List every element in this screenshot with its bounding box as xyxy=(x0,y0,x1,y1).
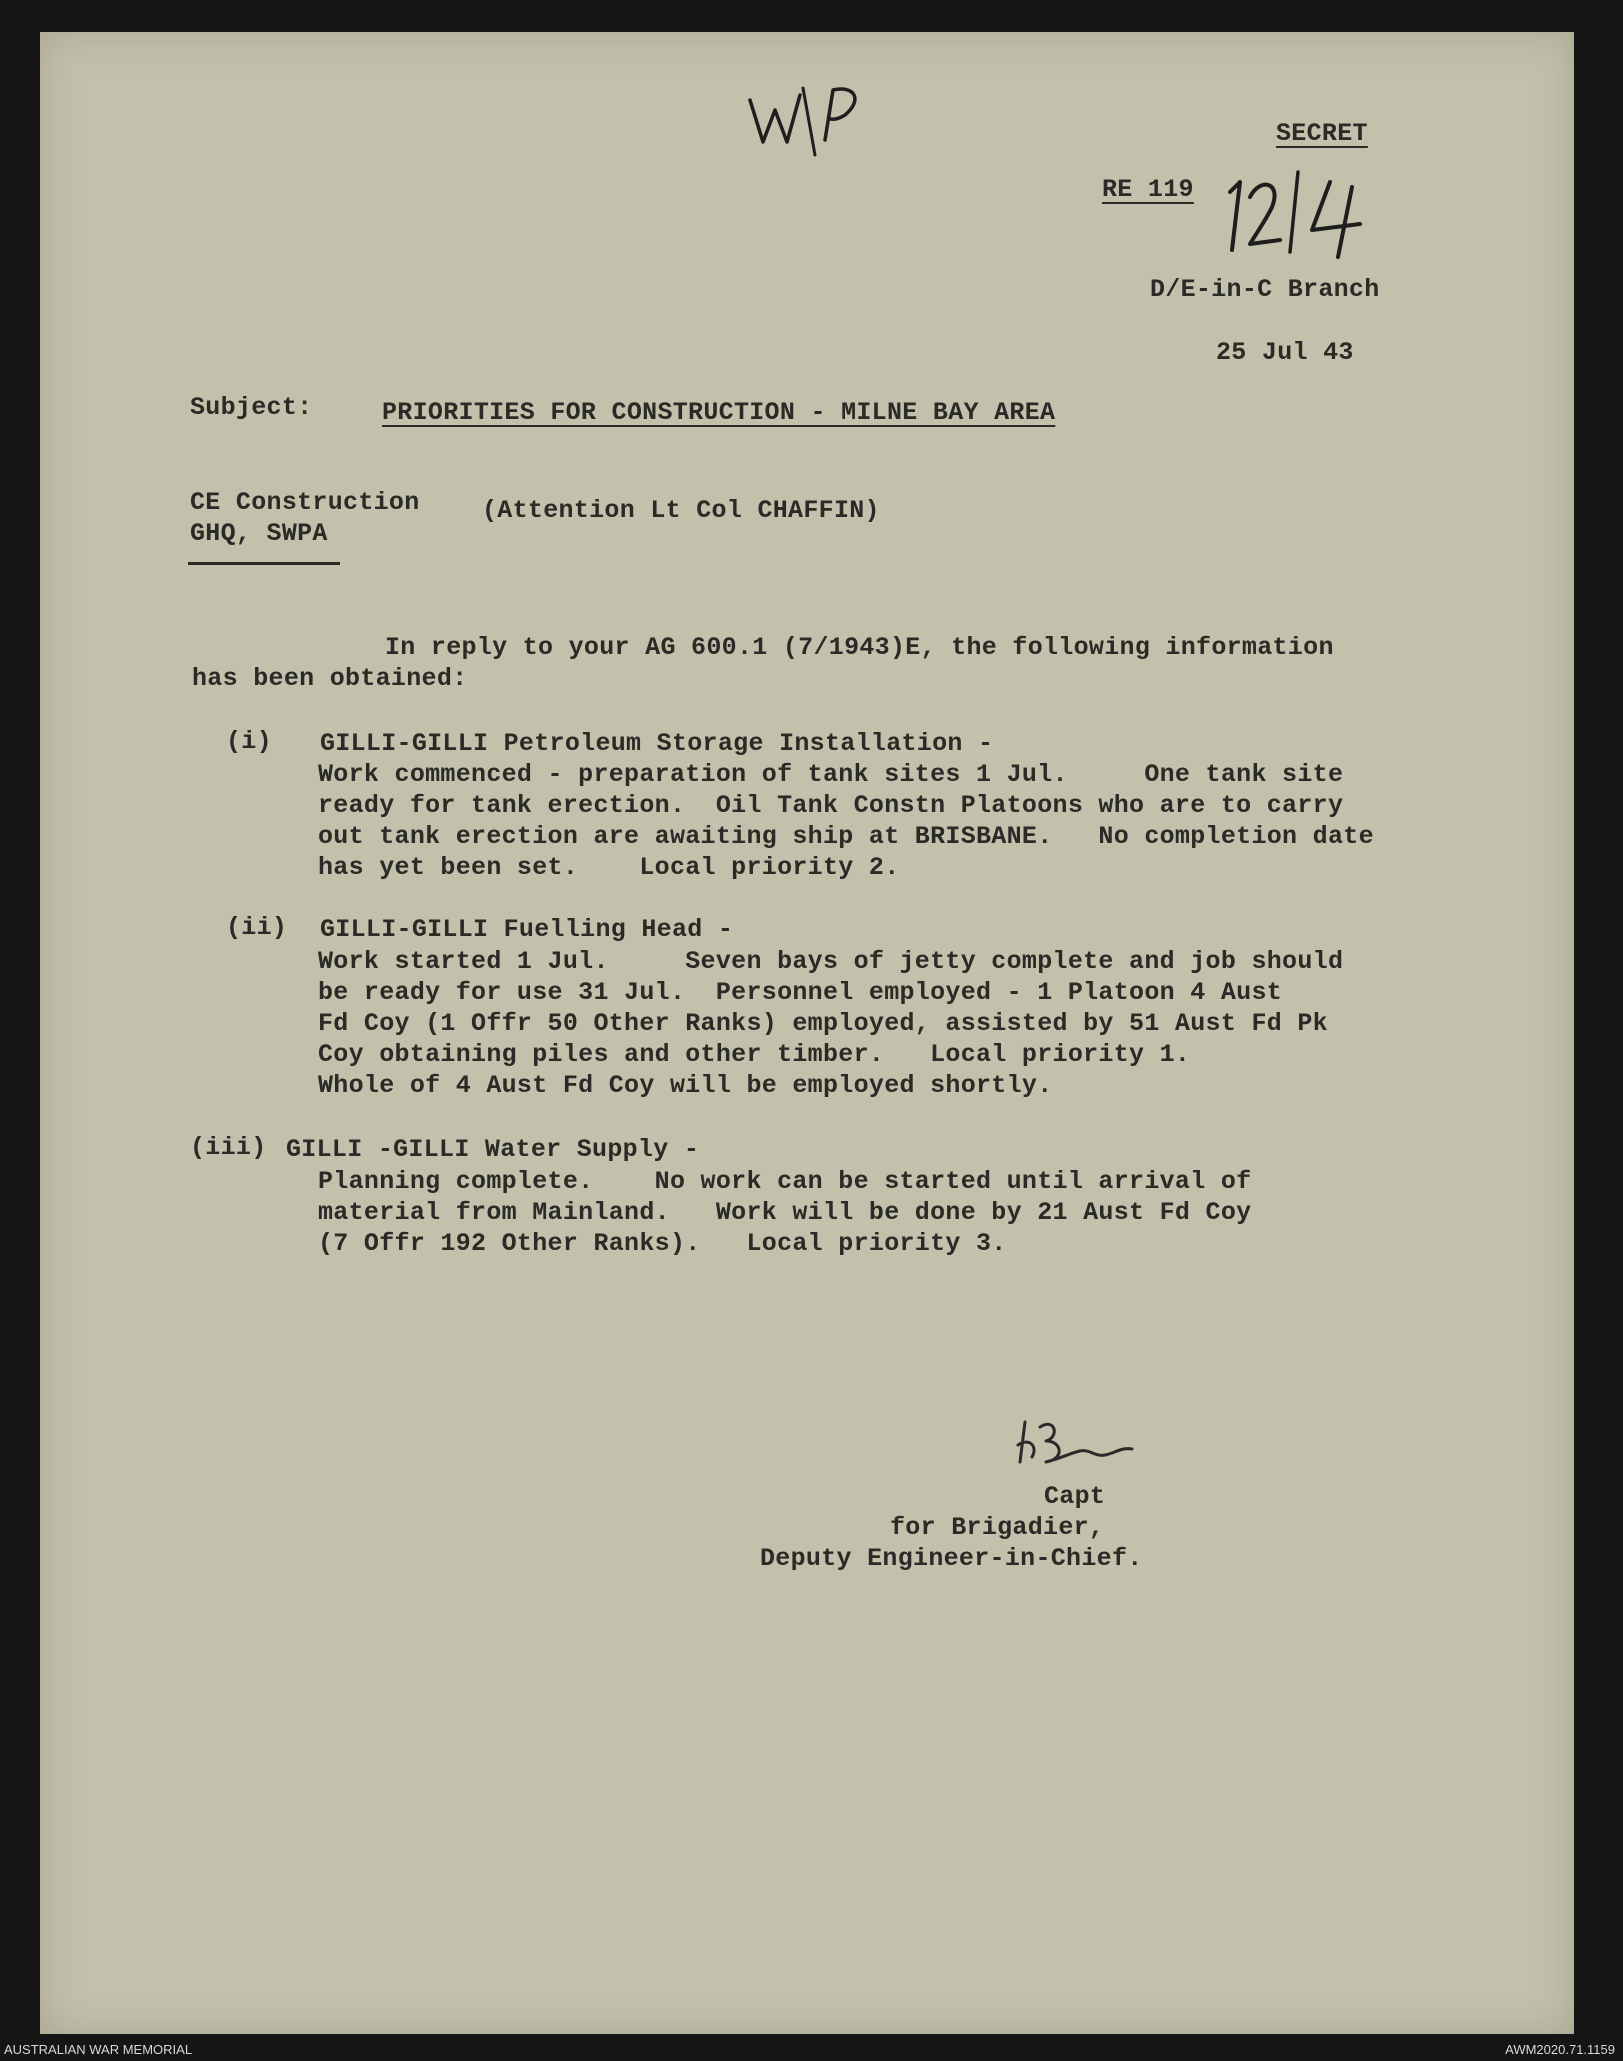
item-1-line-1: Work commenced - preparation of tank sites 1 Jul. One tank site xyxy=(318,760,1344,789)
item-2-line-1: Work started 1 Jul. Seven bays of jetty complete and job should xyxy=(318,947,1344,976)
signature-title: Deputy Engineer-in-Chief. xyxy=(760,1544,1143,1573)
item-3-line-1: Planning complete. No work can be started until arrival of xyxy=(318,1167,1252,1196)
intro-line-1: In reply to your AG 600.1 (7/1943)E, the following information xyxy=(385,633,1334,662)
subject-title: PRIORITIES FOR CONSTRUCTION - MILNE BAY AREA xyxy=(382,398,1056,427)
handwritten-signature xyxy=(1010,1407,1140,1477)
footer-institution: AUSTRALIAN WAR MEMORIAL xyxy=(4,2042,193,2057)
item-3-heading: GILLI -GILLI Water Supply - xyxy=(286,1135,700,1164)
classification-marking: SECRET xyxy=(1276,119,1368,148)
document-date: 25 Jul 43 xyxy=(1216,338,1354,367)
handwritten-wp-annotation xyxy=(745,70,885,160)
item-2-line-5: Whole of 4 Aust Fd Coy will be employed shortly. xyxy=(318,1071,1053,1100)
item-2-heading: GILLI-GILLI Fuelling Head - xyxy=(320,915,734,944)
addressee-underline xyxy=(188,562,340,565)
attention-line: (Attention Lt Col CHAFFIN) xyxy=(482,496,880,525)
branch: D/E-in-C Branch xyxy=(1150,275,1380,304)
item-1-line-2: ready for tank erection. Oil Tank Constn Platoons who are to carry xyxy=(318,791,1344,820)
item-2-line-3: Fd Coy (1 Offr 50 Other Ranks) employed, assisted by 51 Aust Fd Pk xyxy=(318,1009,1328,1038)
svg-text:12/4: 12/4 xyxy=(1220,260,1223,261)
footer-accession-number: AWM2020.71.1159 xyxy=(1505,2042,1615,2057)
item-3-line-2: material from Mainland. Work will be done by 21 Aust Fd Coy xyxy=(318,1198,1252,1227)
file-reference: RE 119 xyxy=(1102,175,1194,204)
handwritten-file-number xyxy=(1220,152,1390,262)
addressee-line-2: GHQ, SWPA xyxy=(190,519,328,548)
item-3-line-3: (7 Offr 192 Other Ranks). Local priority 3. xyxy=(318,1229,1007,1258)
signature-rank: Capt xyxy=(1044,1482,1106,1511)
svg-text:W/P: W/P xyxy=(745,158,748,159)
item-1-heading: GILLI-GILLI Petroleum Storage Installation - xyxy=(320,729,994,758)
item-1-line-3: out tank erection are awaiting ship at BRISBANE. No completion date xyxy=(318,822,1374,851)
document-page xyxy=(40,32,1574,2034)
item-3-number: (iii) xyxy=(190,1133,267,1162)
item-1-number: (i) xyxy=(226,727,272,756)
item-1-line-4: has yet been set. Local priority 2. xyxy=(318,853,900,882)
item-2-line-4: Coy obtaining piles and other timber. Local priority 1. xyxy=(318,1040,1191,1069)
intro-line-2: has been obtained: xyxy=(192,664,468,693)
item-2-line-2: be ready for use 31 Jul. Personnel employed - 1 Platoon 4 Aust xyxy=(318,978,1283,1007)
item-2-number: (ii) xyxy=(226,913,288,942)
signature-for: for Brigadier, xyxy=(890,1513,1105,1542)
addressee-line-1: CE Construction xyxy=(190,488,420,517)
subject-label: Subject: xyxy=(190,393,313,422)
